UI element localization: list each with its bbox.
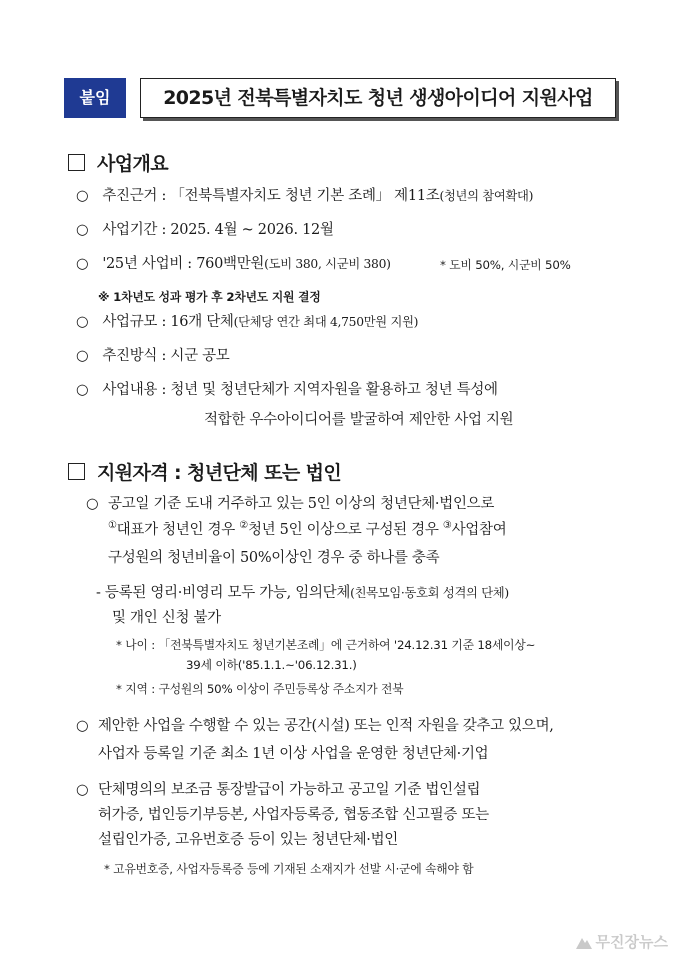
mountain-logo-icon — [576, 935, 592, 949]
circle-bullet-icon: ○ — [86, 496, 99, 512]
item-detail: (도비 380, 시군비 380) — [264, 257, 391, 271]
item-value: 「전북특별자치도 청년 기본 조례」 제11조 — [170, 188, 440, 204]
item-value: 16개 단체 — [170, 314, 234, 330]
eligibility-para-1-line3: 구성원의 청년비율이 50%이상인 경우 중 하나를 충족 — [108, 550, 440, 566]
eligibility-para-3-line3: 설립인가증, 고유번호증 등이 있는 청년단체·법인 — [98, 832, 398, 848]
circle-bullet-icon: ○ — [76, 782, 89, 798]
square-bullet-icon — [68, 154, 85, 171]
age-note-line2: 39세 이하('85.1.1.~'06.12.31.) — [186, 658, 357, 672]
eligibility-para-1: ○ 공고일 기준 도내 거주하고 있는 5인 이상의 청년단체·법인으로 — [86, 496, 495, 512]
circle-bullet-icon: ○ — [76, 382, 89, 398]
item-label: 추진방식 — [102, 348, 158, 364]
eligibility-para-3-line2: 허가증, 법인등기부등본, 사업자등록증, 협동조합 신고필증 또는 — [98, 807, 489, 823]
item-detail: (단체당 연간 최대 4,750만원 지원) — [233, 315, 419, 329]
item-scale: ○ 사업규모 : 16개 단체(단체당 연간 최대 4,750만원 지원) — [76, 314, 419, 330]
final-note: * 고유번호증, 사업자등록증 등에 기재된 소재지가 선발 시·군에 속해야 함 — [104, 862, 474, 876]
dash-item: - 등록된 영리·비영리 모두 가능, 임의단체(친목모임·동호회 성격의 단체) — [96, 585, 509, 601]
item-label: 사업규모 — [102, 314, 158, 330]
item-budget: ○ '25년 사업비 : 760백만원(도비 380, 시군비 380) — [76, 256, 391, 272]
section-heading-eligibility: 지원자격 : 청년단체 또는 법인 — [68, 458, 341, 485]
region-note: * 지역 : 구성원의 50% 이상이 주민등록상 주소지가 전북 — [116, 682, 404, 696]
document-title: 2025년 전북특별자치도 청년 생생아이디어 지원사업 — [140, 78, 616, 118]
age-note: * 나이 : 「전북특별자치도 청년기본조례」에 근거하여 '24.12.31 기준 18세이상~ — [116, 638, 536, 652]
eligibility-para-2-line2: 사업자 등록일 기준 최소 1년 이상 사업을 운영한 청년단체·기업 — [98, 746, 489, 762]
item-value: 청년 및 청년단체가 지역자원을 활용하고 청년 특성에 — [170, 382, 498, 398]
item-content-line2: 적합한 우수아이디어를 발굴하여 제안한 사업 지원 — [204, 412, 514, 428]
eligibility-para-1-line2: ①대표가 청년인 경우 ②청년 5인 이상으로 구성된 경우 ③사업참여 — [108, 520, 507, 538]
item-content: ○ 사업내용 : 청년 및 청년단체가 지역자원을 활용하고 청년 특성에 — [76, 382, 498, 398]
remark-note: ※ 1차년도 성과 평가 후 2차년도 지원 결정 — [98, 290, 321, 304]
item-value: 시군 공모 — [170, 348, 230, 364]
item-method: ○ 추진방식 : 시군 공모 — [76, 348, 230, 364]
item-label: 사업내용 — [102, 382, 158, 398]
eligibility-para-3: ○ 단체명의의 보조금 통장발급이 가능하고 공고일 기준 법인설립 — [76, 782, 481, 798]
item-label: 사업기간 — [102, 222, 158, 238]
item-label: '25년 사업비 — [102, 256, 183, 272]
item-legal-basis: ○ 추진근거 : 「전북특별자치도 청년 기본 조례」 제11조(청년의 참여확대) — [76, 188, 534, 204]
circle-bullet-icon: ○ — [76, 222, 89, 238]
item-note: (청년의 참여확대) — [439, 189, 534, 203]
circle-bullet-icon: ○ — [76, 718, 89, 734]
item-value: 2025. 4월 ~ 2026. 12월 — [170, 222, 334, 238]
circle-bullet-icon: ○ — [76, 188, 89, 204]
circle-bullet-icon: ○ — [76, 314, 89, 330]
item-label: 추진근거 — [102, 188, 158, 204]
circle-bullet-icon: ○ — [76, 348, 89, 364]
watermark: 무진장뉴스 — [576, 931, 668, 952]
eligibility-para-2: ○ 제안한 사업을 수행할 수 있는 공간(시설) 또는 인적 자원을 갖추고 있으며, — [76, 718, 554, 734]
section-heading-overview: 사업개요 — [68, 149, 168, 176]
attachment-tag: 붙임 — [64, 78, 126, 118]
item-value: 760백만원 — [196, 256, 265, 272]
dash-item-line2: 및 개인 신청 불가 — [112, 610, 221, 626]
square-bullet-icon — [68, 463, 85, 480]
budget-ratio-note: * 도비 50%, 시군비 50% — [440, 258, 571, 272]
item-period: ○ 사업기간 : 2025. 4월 ~ 2026. 12월 — [76, 222, 334, 238]
circle-bullet-icon: ○ — [76, 256, 89, 272]
